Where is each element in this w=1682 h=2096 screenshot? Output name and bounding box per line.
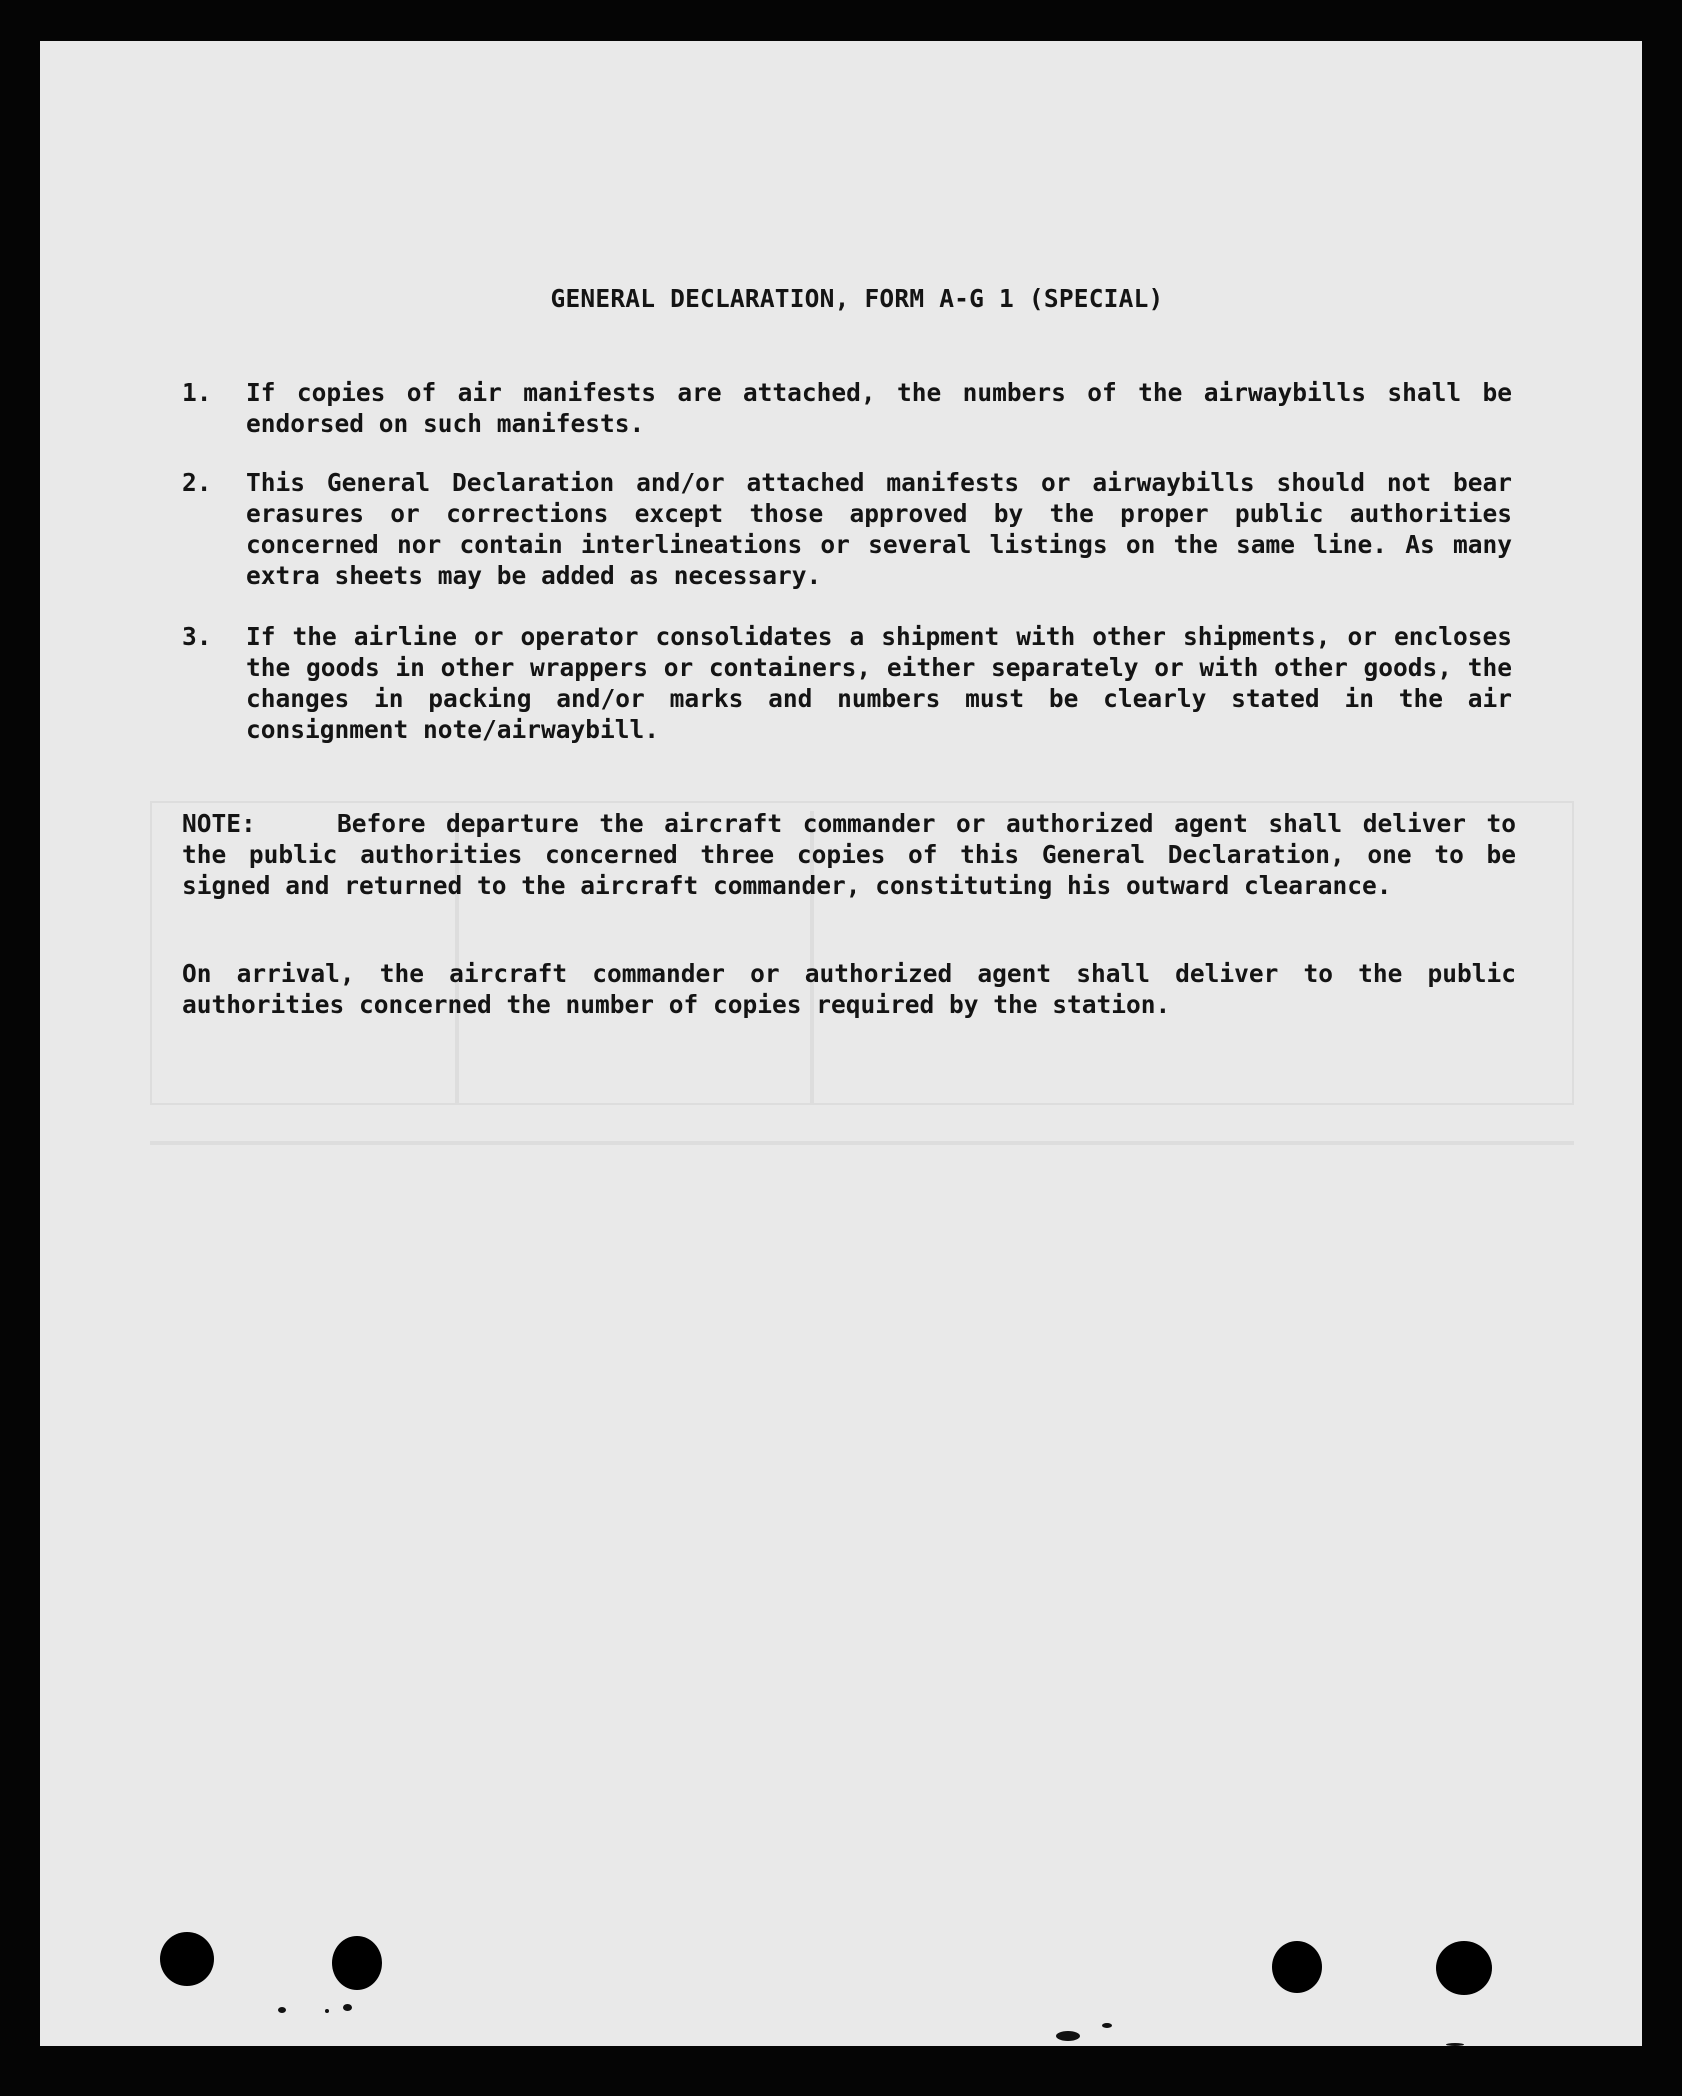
punch-hole	[160, 1932, 214, 1986]
punch-hole	[1436, 1941, 1492, 1995]
item-text: If the airline or operator consolidates a shipment with other shipments, or encloses the goods in other wrappers or containers, either separately or with other goods, the changes in packing and/or marks and numbers must be clearly stated in the air consignment note/airwaybill.	[246, 622, 1512, 744]
item-text: This General Declaration and/or attached manifests or airwaybills should not bear erasures or corrections except those approved by the proper public authorities concerned nor contain interlineations or several listings on the same line. As many extra sheets may be added as necessary.	[246, 468, 1512, 590]
scan-speck	[343, 2004, 352, 2011]
arrival-paragraph: On arrival, the aircraft commander or authorized agent shall deliver to the public authorities concerned the number of copies required by the station.	[182, 959, 1516, 1019]
document-page	[40, 41, 1642, 2046]
document-title: GENERAL DECLARATION, FORM A-G 1 (SPECIAL)	[550, 284, 1164, 313]
note-label: NOTE:	[182, 809, 256, 838]
note-text: Before departure the aircraft commander or authorized agent shall deliver to the public authorities concerned three copies of this General Declaration, one to be signed and returned to the aircraft commander, constituting his outward clearance.	[182, 809, 1516, 900]
item-number: 1.	[182, 378, 212, 407]
scan-speck	[325, 2009, 329, 2013]
note-paragraph	[182, 808, 1516, 901]
bleed-through-form-line	[150, 1141, 1574, 1145]
item-number: 3.	[182, 622, 212, 651]
punch-hole	[1272, 1941, 1322, 1993]
scan-speck	[1056, 2031, 1080, 2041]
scan-speck	[278, 2007, 286, 2013]
item-number: 2.	[182, 468, 212, 497]
scan-speck	[1102, 2023, 1112, 2028]
punch-hole	[332, 1936, 382, 1990]
bleed-through-text	[410, 101, 431, 136]
item-text: If copies of air manifests are attached, the numbers of the airwaybills shall be endorsed on such manifests.	[246, 378, 1512, 438]
scan-speck	[1446, 2043, 1464, 2046]
